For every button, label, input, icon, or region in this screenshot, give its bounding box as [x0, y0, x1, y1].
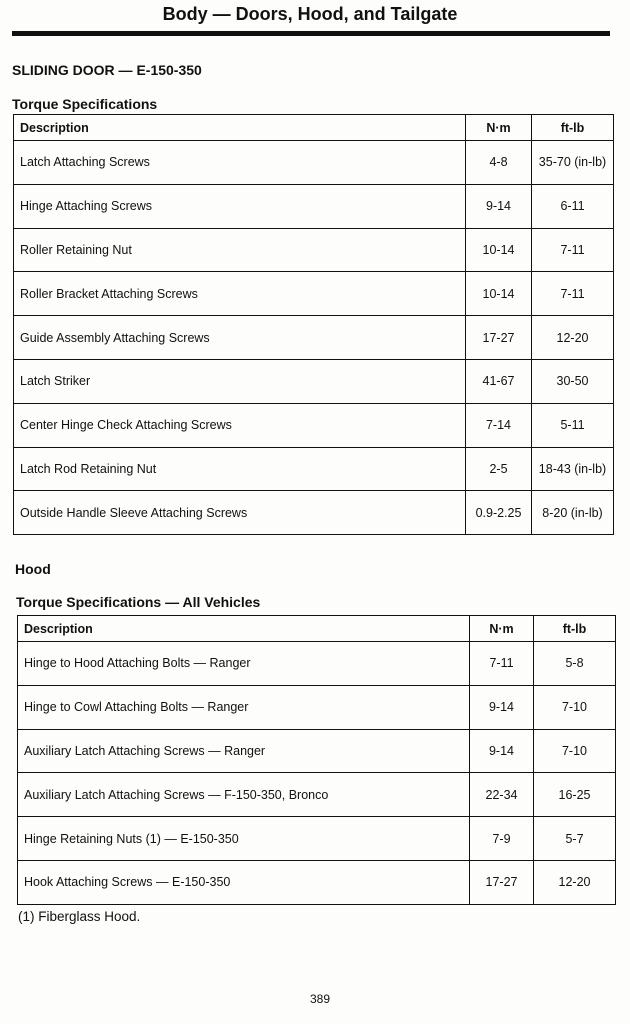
row-ftlb-value: 35-70 (in-lb) — [532, 141, 614, 185]
row-nm-value: 22-34 — [470, 773, 534, 817]
row-nm-value: 2-5 — [466, 447, 532, 491]
table-row — [14, 316, 614, 360]
hood-subheading: Torque Specifications — All Vehicles — [16, 594, 261, 610]
row-ftlb-value: 6-11 — [532, 184, 614, 228]
row-nm-value: 9-14 — [470, 685, 534, 729]
table-row — [14, 228, 614, 272]
row-nm-value: 10-14 — [466, 272, 532, 316]
row-nm-value: 7-9 — [470, 817, 534, 861]
table-row — [14, 447, 614, 491]
row-ftlb-value: 7-11 — [532, 228, 614, 272]
row-description: Guide Assembly Attaching Screws — [14, 316, 466, 360]
row-description: Hinge Retaining Nuts (1) — E-150-350 — [18, 817, 470, 861]
row-description: Hinge to Hood Attaching Bolts — Ranger — [18, 642, 470, 686]
row-ftlb-value: 5-8 — [534, 642, 616, 686]
table-row — [14, 141, 614, 185]
row-description: Roller Retaining Nut — [14, 228, 466, 272]
row-description: Latch Striker — [14, 359, 466, 403]
row-nm-value: 9-14 — [466, 184, 532, 228]
column-header-nm: N·m — [470, 616, 534, 642]
row-nm-value: 41-67 — [466, 359, 532, 403]
row-ftlb-value: 16-25 — [534, 773, 616, 817]
row-description: Latch Attaching Screws — [14, 141, 466, 185]
sliding-door-subheading: Torque Specifications — [12, 96, 158, 112]
row-ftlb-value: 7-11 — [532, 272, 614, 316]
column-header-nm: N·m — [466, 115, 532, 141]
table-row — [18, 773, 616, 817]
row-ftlb-value: 7-10 — [534, 729, 616, 773]
table-row — [14, 403, 614, 447]
row-ftlb-value: 7-10 — [534, 685, 616, 729]
row-nm-value: 10-14 — [466, 228, 532, 272]
table-row — [14, 359, 614, 403]
row-description: Hinge to Cowl Attaching Bolts — Ranger — [18, 685, 470, 729]
row-description: Latch Rod Retaining Nut — [14, 447, 466, 491]
row-nm-value: 9-14 — [470, 729, 534, 773]
column-header-description: Description — [18, 616, 470, 642]
row-description: Auxiliary Latch Attaching Screws — Ranger — [18, 729, 470, 773]
table-row — [18, 642, 616, 686]
footnote: (1) Fiberglass Hood. — [18, 909, 141, 924]
row-description: Auxiliary Latch Attaching Screws — F-150-350, Bronco — [18, 773, 470, 817]
table-row — [18, 729, 616, 773]
table-header-row — [14, 115, 614, 141]
page-number: 389 — [309, 992, 331, 1006]
row-ftlb-value: 8-20 (in-lb) — [532, 491, 614, 535]
column-header-ftlb: ft-lb — [532, 115, 614, 141]
row-nm-value: 17-27 — [470, 860, 534, 904]
row-description: Roller Bracket Attaching Screws — [14, 272, 466, 316]
row-description: Hook Attaching Screws — E-150-350 — [18, 860, 470, 904]
hood-torque-table — [17, 615, 616, 905]
title-rule — [12, 31, 610, 36]
table-row — [14, 491, 614, 535]
table-row — [18, 685, 616, 729]
row-nm-value: 4-8 — [466, 141, 532, 185]
column-header-ftlb: ft-lb — [534, 616, 616, 642]
row-description: Hinge Attaching Screws — [14, 184, 466, 228]
row-description: Outside Handle Sleeve Attaching Screws — [14, 491, 466, 535]
row-ftlb-value: 12-20 — [532, 316, 614, 360]
row-description: Center Hinge Check Attaching Screws — [14, 403, 466, 447]
row-ftlb-value: 18-43 (in-lb) — [532, 447, 614, 491]
row-nm-value: 7-11 — [470, 642, 534, 686]
table-row — [14, 272, 614, 316]
row-nm-value: 7-14 — [466, 403, 532, 447]
sliding-door-torque-table — [13, 114, 614, 535]
column-header-description: Description — [14, 115, 466, 141]
table-row — [14, 184, 614, 228]
row-ftlb-value: 5-11 — [532, 403, 614, 447]
row-nm-value: 0.9-2.25 — [466, 491, 532, 535]
table-row — [18, 860, 616, 904]
hood-heading: Hood — [15, 561, 51, 577]
row-ftlb-value: 30-50 — [532, 359, 614, 403]
row-ftlb-value: 5-7 — [534, 817, 616, 861]
row-nm-value: 17-27 — [466, 316, 532, 360]
table-header-row — [18, 616, 616, 642]
page-title: Body — Doors, Hood, and Tailgate — [162, 4, 458, 24]
row-ftlb-value: 12-20 — [534, 860, 616, 904]
sliding-door-heading: SLIDING DOOR — E-150-350 — [12, 62, 202, 78]
table-row — [18, 817, 616, 861]
